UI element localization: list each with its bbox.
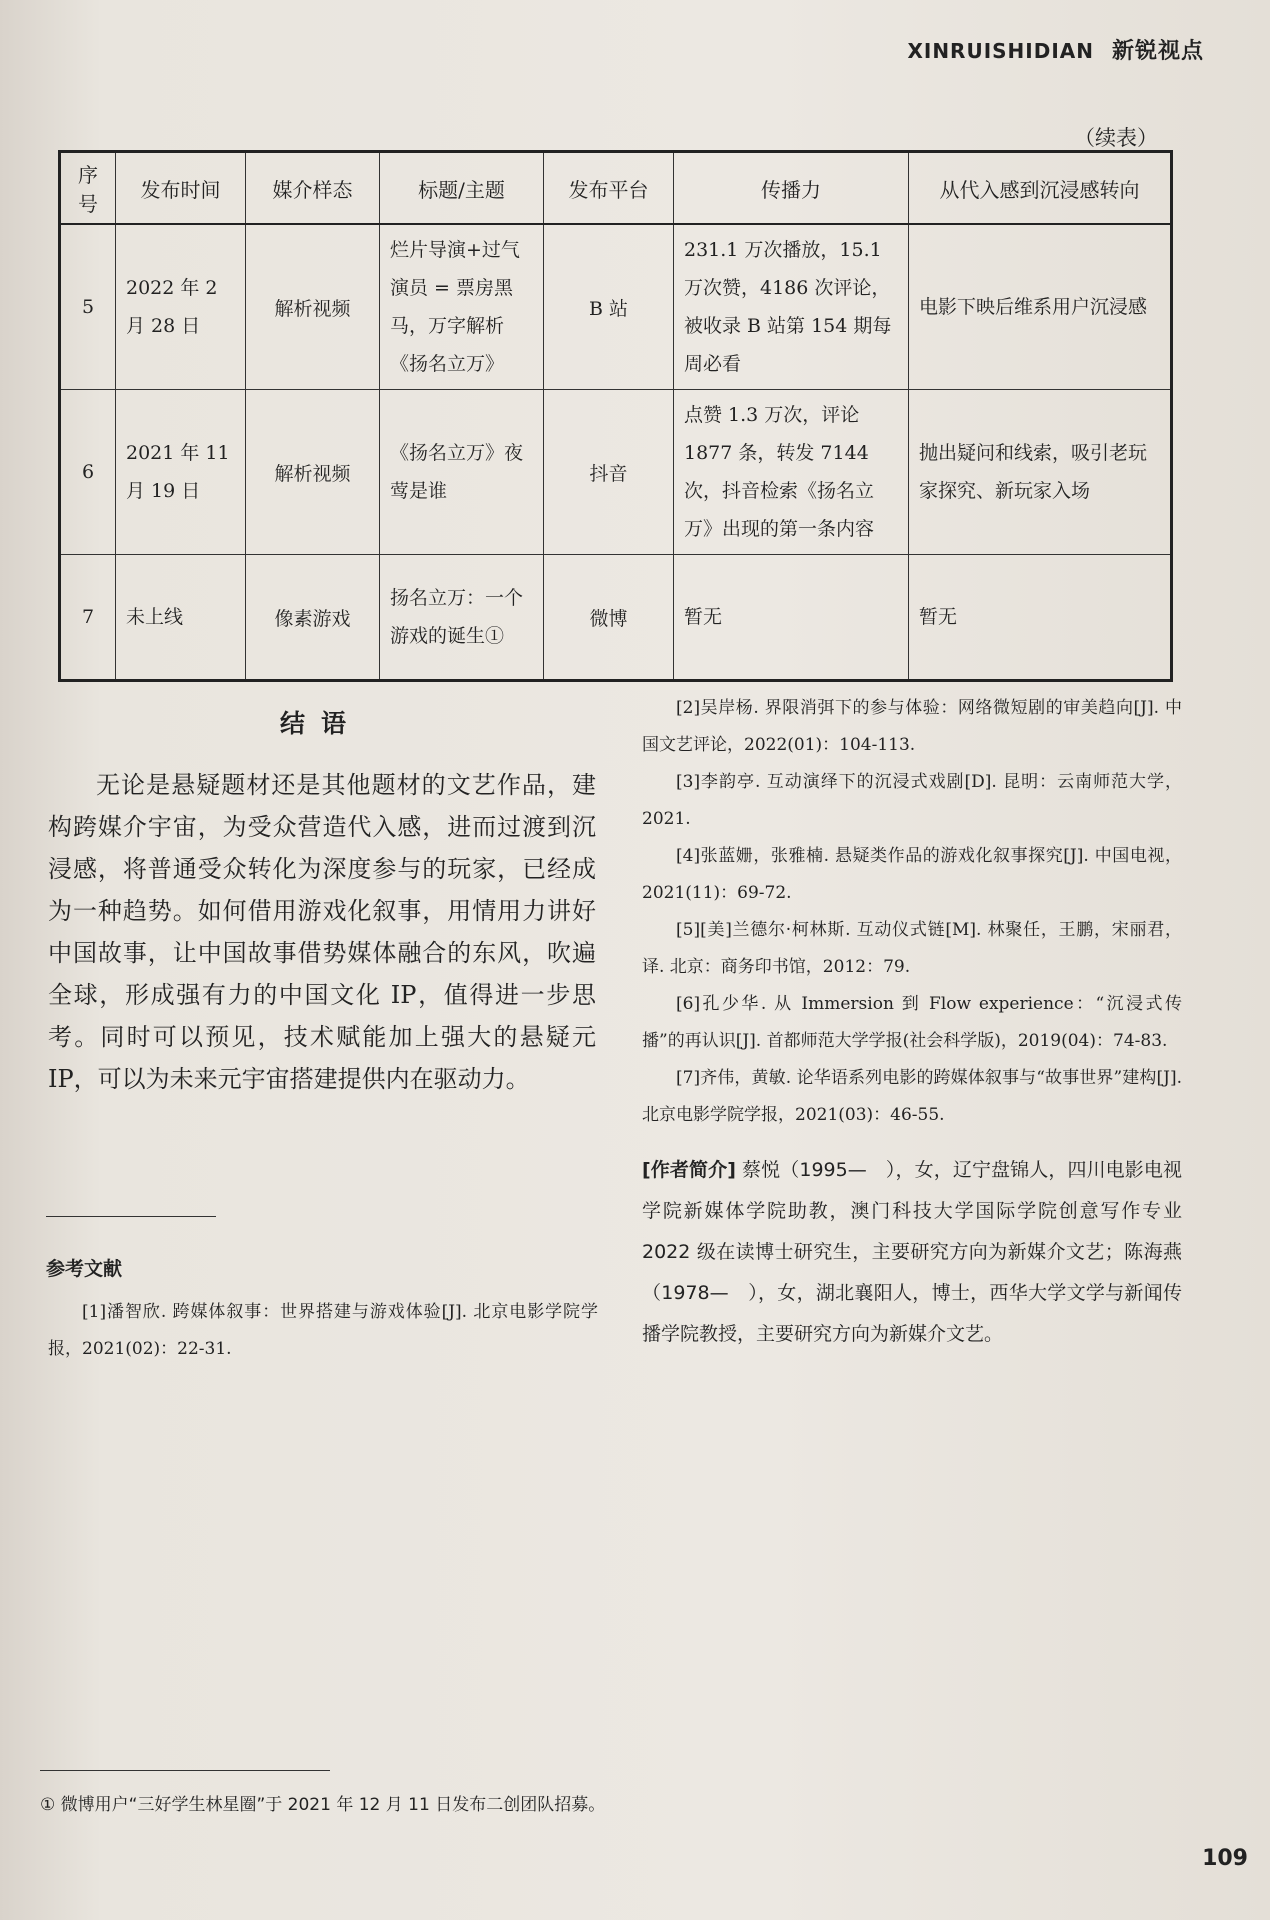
author-bio-label: [作者简介]	[642, 1159, 736, 1181]
cell-title: 扬名立万：一个游戏的诞生①	[380, 555, 544, 681]
cell-no: 5	[60, 224, 116, 390]
references-title: 参考文献	[46, 1258, 123, 1280]
cell-platform: B 站	[544, 224, 674, 390]
footnote: ① 微博用户“三好学生林星圈”于 2021 年 12 月 11 日发布二创团队招募。	[40, 1795, 606, 1815]
reference-item: [3]李韵亭. 互动演绎下的沉浸式戏剧[D]. 昆明：云南师范大学，2021.	[642, 772, 1182, 829]
reference-item: [2]吴岸杨. 界限消弭下的参与体验：网络微短剧的审美趋向[J]. 中国文艺评论，2022(01)：104-113.	[642, 698, 1182, 755]
reference-item: [4]张蓝姗，张雅楠. 悬疑类作品的游戏化叙事探究[J]. 中国电视，2021(11)：69-72.	[642, 846, 1182, 903]
cell-reach: 暂无	[674, 555, 909, 681]
references-column-right	[642, 690, 1182, 1134]
cell-shift: 暂无	[909, 555, 1172, 681]
cell-title: 《扬名立万》夜莺是谁	[380, 390, 544, 555]
cell-title: 烂片导演+过气演员 = 票房黑马，万字解析《扬名立万》	[380, 224, 544, 390]
table-row	[60, 555, 1172, 681]
table-row	[60, 390, 1172, 555]
author-bio	[642, 1150, 1182, 1355]
header-latin: XINRUISHIDIAN	[907, 39, 1094, 63]
cell-platform: 微博	[544, 555, 674, 681]
col-header-shift: 从代入感到沉浸感转向	[909, 152, 1172, 225]
reference-item: [1]潘智欣. 跨媒体叙事：世界搭建与游戏体验[J]. 北京电影学院学报，2021(02)：22-31.	[48, 1302, 598, 1359]
conclusion-paragraph: 无论是悬疑题材还是其他题材的文艺作品，建构跨媒介宇宙，为受众营造代入感，进而过渡到沉浸感，将普通受众转化为深度参与的玩家，已经成为一种趋势。如何借用游戏化叙事，用情用力讲好中国故事，让中国故事借势媒体融合的东风，吹遍全球，形成强有力的中国文化 IP，值得进一步思考。同时可以预见，技术赋能加上强大的悬疑元 IP，可以为未来元宇宙搭建提供内在驱动力。	[48, 771, 596, 1093]
author-bio-text: 蔡悦（1995— ），女，辽宁盘锦人，四川电影电视学院新媒体学院助教，澳门科技大学国际学院创意写作专业 2022 级在读博士研究生，主要研究方向为新媒介文艺；陈海燕（1978— ），女，湖北襄阳人，博士，西华大学文学与新闻传播学院教授，主要研究方向为新媒介文艺。	[642, 1159, 1182, 1345]
footnote-divider	[40, 1770, 330, 1771]
cell-no: 6	[60, 390, 116, 555]
reference-item: [5][美]兰德尔·柯林斯. 互动仪式链[M]. 林聚任，王鹏，宋丽君，译. 北京：商务印书馆，2012：79.	[642, 920, 1182, 977]
cell-reach: 231.1 万次播放，15.1 万次赞，4186 次评论，被收录 B 站第 154 期每周必看	[674, 224, 909, 390]
header-title: 新锐视点	[1111, 39, 1204, 64]
page-number: 109	[1202, 1846, 1248, 1871]
continued-table	[58, 150, 1173, 682]
section-title: 结语	[280, 709, 363, 738]
cell-reach: 点赞 1.3 万次，评论 1877 条，转发 7144 次，抖音检索《扬名立万》出现的第一条内容	[674, 390, 909, 555]
col-header-no: 序号	[60, 152, 116, 225]
cell-media: 解析视频	[246, 390, 380, 555]
cell-date: 未上线	[116, 555, 246, 681]
references-column-left	[48, 1294, 598, 1368]
cell-media: 解析视频	[246, 224, 380, 390]
col-header-reach: 传播力	[674, 152, 909, 225]
table-header-row	[60, 152, 1172, 225]
running-header	[907, 34, 1204, 65]
cell-no: 7	[60, 555, 116, 681]
cell-shift: 电影下映后维系用户沉浸感	[909, 224, 1172, 390]
col-header-date: 发布时间	[116, 152, 246, 225]
col-header-title: 标题/主题	[380, 152, 544, 225]
reference-item: [6]孔少华. 从 Immersion 到 Flow experience：“沉浸式传播”的再认识[J]. 首都师范大学学报(社会科学版)，2019(04)：74-83.	[642, 994, 1182, 1051]
table-row	[60, 224, 1172, 390]
divider	[46, 1216, 216, 1217]
cell-date: 2022 年 2 月 28 日	[116, 224, 246, 390]
cell-media: 像素游戏	[246, 555, 380, 681]
reference-item: [7]齐伟，黄敏. 论华语系列电影的跨媒体叙事与“故事世界”建构[J]. 北京电影学院学报，2021(03)：46-55.	[642, 1068, 1182, 1125]
cell-platform: 抖音	[544, 390, 674, 555]
cell-date: 2021 年 11 月 19 日	[116, 390, 246, 555]
table-continued-label: （续表）	[1074, 126, 1158, 150]
col-header-platform: 发布平台	[544, 152, 674, 225]
cell-shift: 抛出疑问和线索，吸引老玩家探究、新玩家入场	[909, 390, 1172, 555]
col-header-media: 媒介样态	[246, 152, 380, 225]
